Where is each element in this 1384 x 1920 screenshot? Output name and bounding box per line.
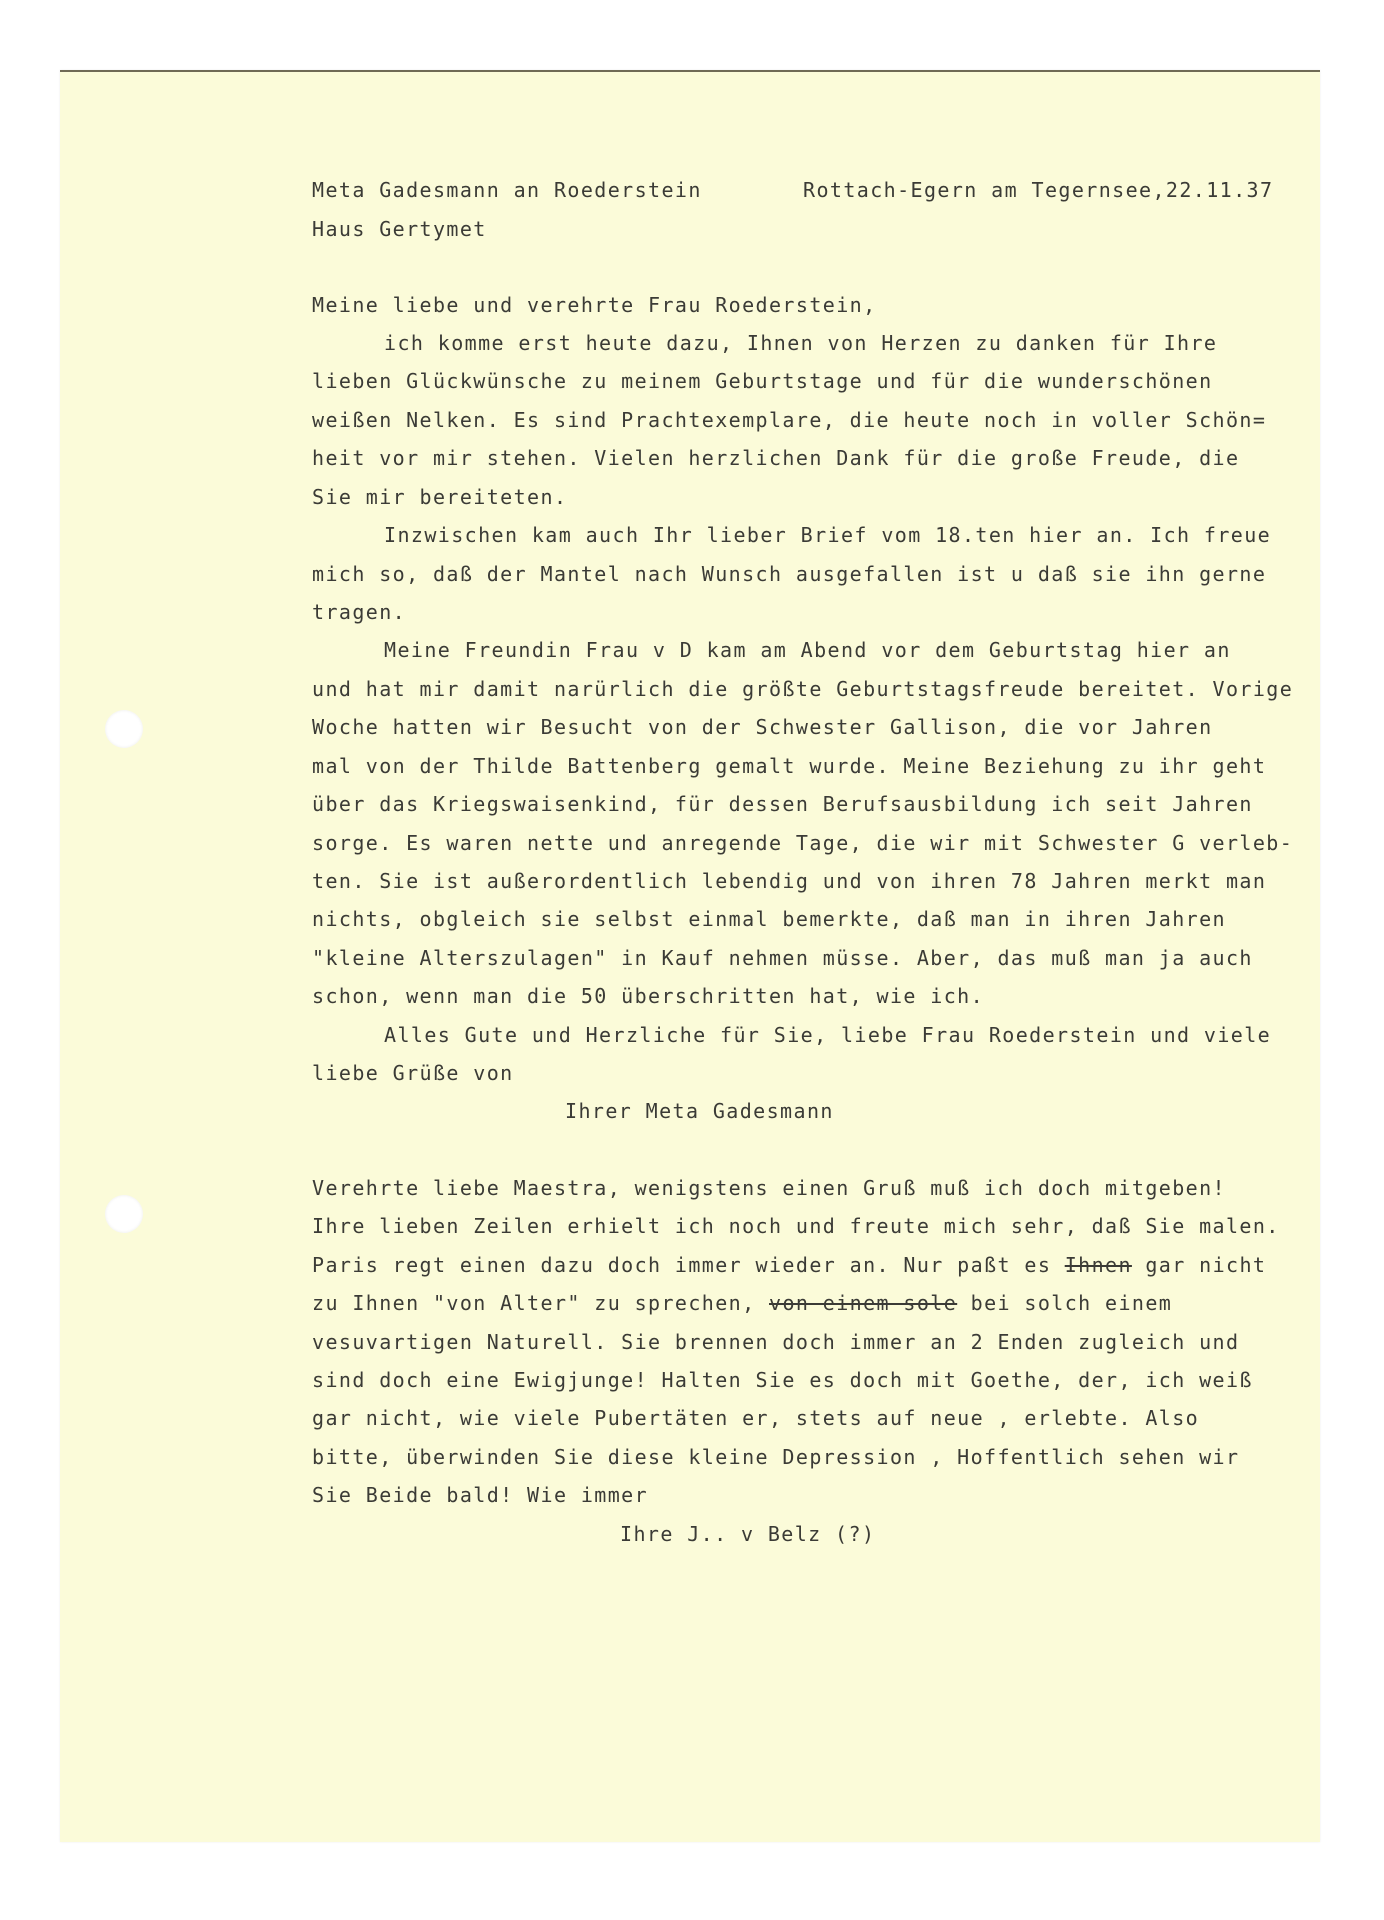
place-date: Rottach-Egern am Tegernsee,22.11.37 [803, 178, 1274, 202]
salutation: Meine liebe und verehrte Frau Roederstein, [312, 293, 877, 317]
signature: Ihre J.. v Belz (?) [620, 1522, 876, 1546]
letter-line: Ihre lieben Zeilen erhielt ich noch und freute mich sehr, daß Sie malen. [312, 1214, 1280, 1238]
sender-house: Haus Gertymet [312, 217, 487, 241]
letter-line: sorge. Es waren nette und anregende Tage, die wir mit Schwester G verleb- [312, 831, 1294, 855]
punch-hole [105, 710, 143, 748]
letter-line [312, 1252, 1266, 1278]
punch-hole [105, 1195, 143, 1233]
letter-line: "kleine Alterszulagen" in Kauf nehmen müsse. Aber, das muß man ja auch [312, 946, 1253, 970]
letter-line: mich so, daß der Mantel nach Wunsch ausgefallen ist u daß sie ihn gerne [312, 562, 1267, 586]
text-run: Paris regt einen dazu doch immer wieder an. Nur paßt es [312, 1253, 1065, 1277]
letter-line: Verehrte liebe Maestra, wenigstens einen Gruß muß ich doch mitgeben! [312, 1176, 1226, 1200]
letter-line: Inzwischen kam auch Ihr lieber Brief vom 18.ten hier an. Ich freue [384, 523, 1272, 547]
letter-line: und hat mir damit narürlich die größte Geburtstagsfreude bereitet. Vorige [312, 677, 1294, 701]
sender-name: Meta Gadesmann an Roederstein [312, 178, 702, 202]
letter-line: liebe Grüße von [312, 1061, 514, 1085]
letter-line: über das Kriegswaisenkind, für dessen Berufsausbildung ich seit Jahren [312, 792, 1253, 816]
letter-line: tragen. [312, 600, 407, 624]
struck-phrase: von einem sole [769, 1291, 958, 1315]
letter-line: Woche hatten wir Besucht von der Schwester Gallison, die vor Jahren [312, 715, 1213, 739]
letter-line: lieben Glückwünsche zu meinem Geburtstage und für die wunderschönen [312, 369, 1213, 393]
letter-line: Alles Gute und Herzliche für Sie, liebe Frau Roederstein und viele [384, 1023, 1272, 1047]
letter-line: heit vor mir stehen. Vielen herzlichen Dank für die große Freude, die [312, 446, 1240, 470]
letter-line: Sie mir bereiteten. [312, 485, 568, 509]
text-run: zu Ihnen "von Alter" zu sprechen, [312, 1291, 769, 1315]
letter-line: schon, wenn man die 50 überschritten hat, wie ich. [312, 984, 985, 1008]
letter-line: nichts, obgleich sie selbst einmal bemerkte, daß man in ihren Jahren [312, 907, 1226, 931]
letter-line: sind doch eine Ewigjunge! Halten Sie es doch mit Goethe, der, ich weiß [312, 1368, 1253, 1392]
struck-word: Ihnen [1064, 1253, 1132, 1277]
signature: Ihrer Meta Gadesmann [565, 1099, 834, 1123]
letter-line: vesuvartigen Naturell. Sie brennen doch immer an 2 Enden zugleich und [312, 1330, 1240, 1354]
letter-line: weißen Nelken. Es sind Prachtexemplare, die heute noch in voller Schön= [312, 408, 1267, 432]
letter-line: bitte, überwinden Sie diese kleine Depression , Hoffentlich sehen wir [312, 1445, 1240, 1469]
text-run: bei solch einem [957, 1291, 1173, 1315]
letter-line: ten. Sie ist außerordentlich lebendig und von ihren 78 Jahren merkt man [312, 869, 1267, 893]
letter-line [312, 1290, 1172, 1316]
letter-line: Sie Beide bald! Wie immer [312, 1483, 649, 1507]
letter-line: ich komme erst heute dazu, Ihnen von Herzen zu danken für Ihre [384, 331, 1218, 355]
letter-line: gar nicht, wie viele Pubertäten er, stets auf neue , erlebte. Also [312, 1406, 1200, 1430]
text-run: gar nicht [1131, 1253, 1267, 1277]
letter-line: mal von der Thilde Battenberg gemalt wurde. Meine Beziehung zu ihr geht [312, 754, 1267, 778]
letter-line: Meine Freundin Frau v D kam am Abend vor dem Geburtstag hier an [384, 638, 1231, 662]
